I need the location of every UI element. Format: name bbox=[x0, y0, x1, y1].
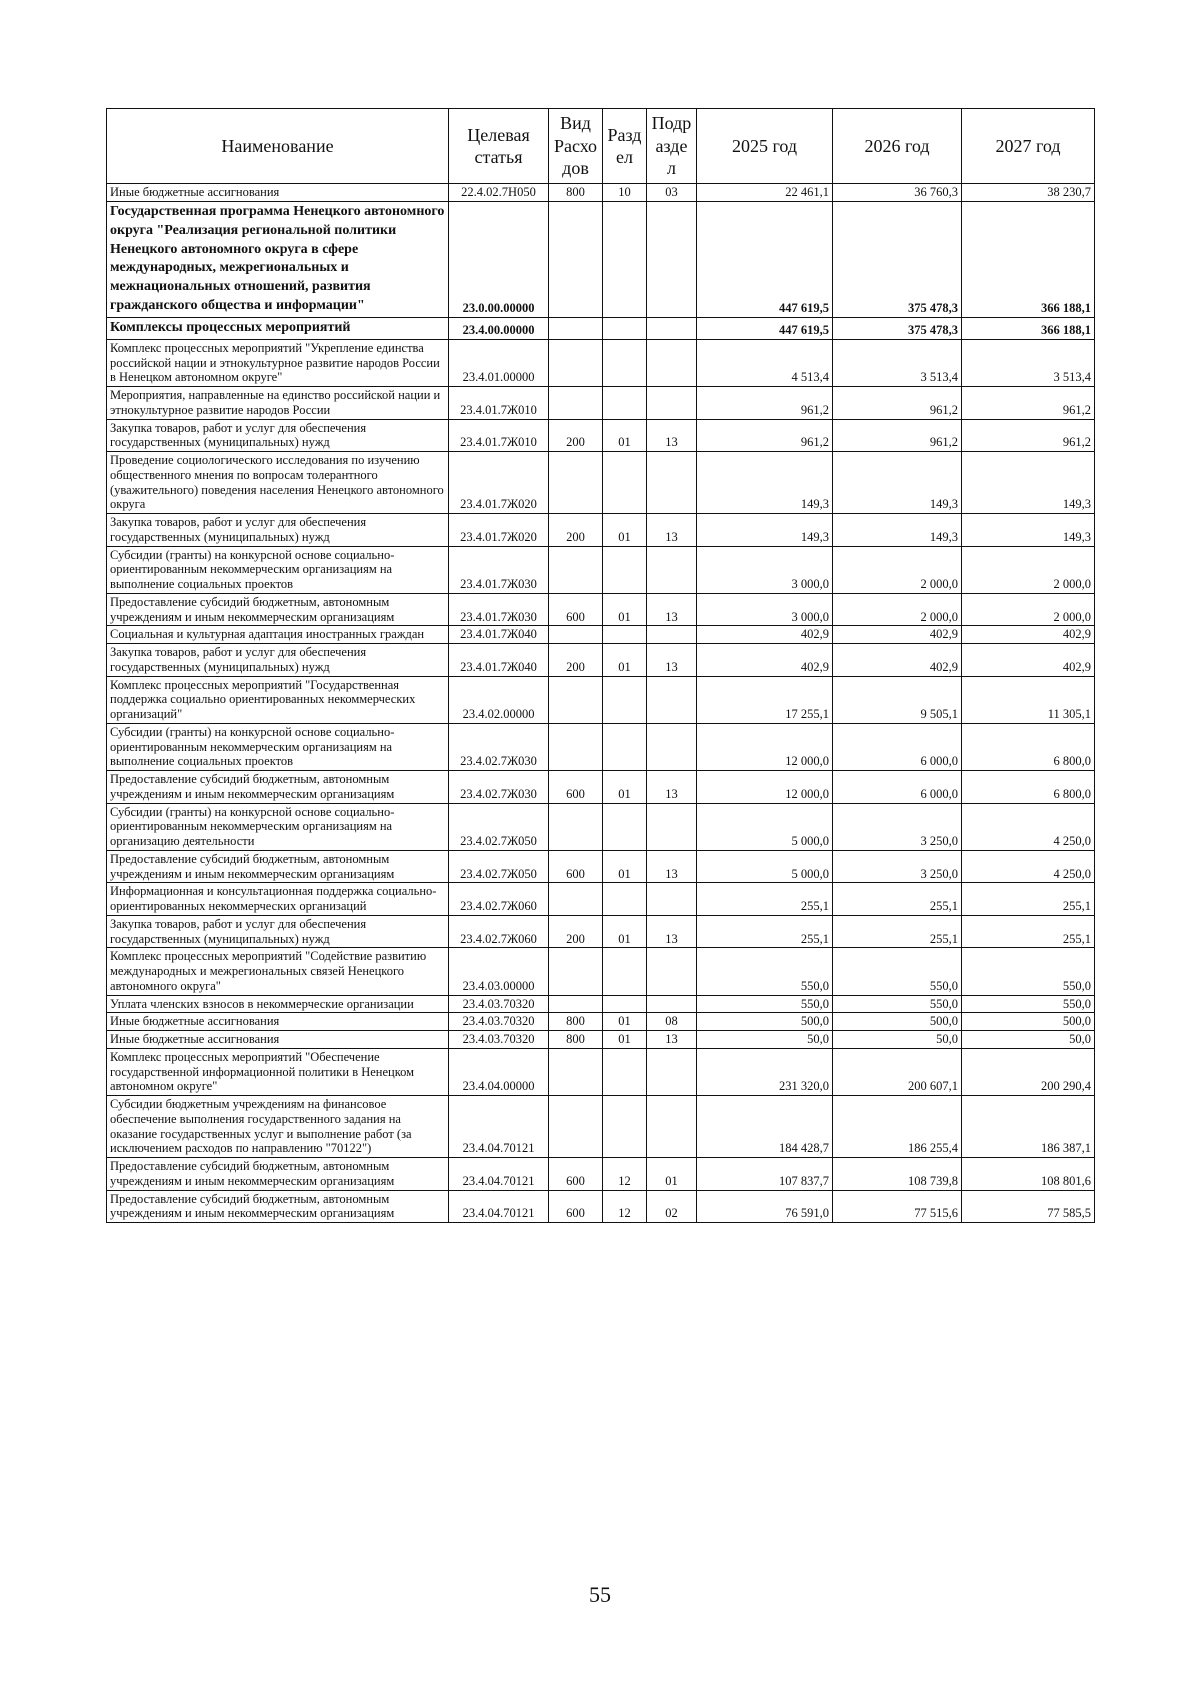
row-amount-2027-cell: 11 305,1 bbox=[962, 676, 1095, 723]
row-target-article-cell: 23.4.02.7Ж050 bbox=[449, 803, 549, 850]
row-subsection-cell bbox=[647, 676, 697, 723]
row-amount-2027-cell: 366 188,1 bbox=[962, 201, 1095, 317]
row-expense-type-cell: 800 bbox=[549, 184, 603, 202]
row-subsection-cell bbox=[647, 1096, 697, 1158]
row-subsection-cell: 13 bbox=[647, 419, 697, 452]
row-name-cell: Закупка товаров, работ и услуг для обеспечения государственных (муниципальных) нужд bbox=[107, 514, 449, 547]
row-amount-2027-cell: 3 513,4 bbox=[962, 339, 1095, 386]
row-subsection-cell: 13 bbox=[647, 850, 697, 883]
table-row bbox=[107, 626, 1095, 644]
row-amount-2026-cell: 9 505,1 bbox=[833, 676, 962, 723]
row-amount-2026-cell: 6 000,0 bbox=[833, 771, 962, 804]
row-amount-2027-cell: 366 188,1 bbox=[962, 318, 1095, 340]
row-target-article-cell: 23.4.03.70320 bbox=[449, 1031, 549, 1049]
row-target-article-cell: 23.4.01.7Ж020 bbox=[449, 514, 549, 547]
row-section-cell bbox=[603, 339, 647, 386]
row-target-article-cell: 22.4.02.7Н050 bbox=[449, 184, 549, 202]
row-subsection-cell: 13 bbox=[647, 514, 697, 547]
row-amount-2027-cell: 200 290,4 bbox=[962, 1048, 1095, 1095]
row-amount-2025-cell: 961,2 bbox=[697, 419, 833, 452]
row-section-cell: 12 bbox=[603, 1190, 647, 1223]
row-name-cell: Субсидии (гранты) на конкурсной основе социально-ориентированным некоммерческим организациям на выполнение социальных проектов bbox=[107, 546, 449, 593]
row-amount-2025-cell: 402,9 bbox=[697, 644, 833, 677]
row-name-cell: Предоставление субсидий бюджетным, автономным учреждениям и иным некоммерческим организациям bbox=[107, 771, 449, 804]
row-name-cell: Комплекс процессных мероприятий "Содействие развитию международных и межрегиональных связей Ненецкого автономного округа" bbox=[107, 948, 449, 995]
row-amount-2025-cell: 22 461,1 bbox=[697, 184, 833, 202]
row-section-cell: 01 bbox=[603, 419, 647, 452]
row-name-cell: Государственная программа Ненецкого автономного округа "Реализация региональной политики Ненецкого автономного округа в сфере международных, межрегиональных и межнациональных отношений, развития гражданского общества и информации" bbox=[107, 201, 449, 317]
table-row bbox=[107, 593, 1095, 626]
row-amount-2027-cell: 6 800,0 bbox=[962, 771, 1095, 804]
row-name-cell: Субсидии (гранты) на конкурсной основе социально-ориентированным некоммерческим организациям на организацию деятельности bbox=[107, 803, 449, 850]
row-target-article-cell: 23.4.03.00000 bbox=[449, 948, 549, 995]
header-name: Наименование bbox=[107, 109, 449, 184]
row-name-cell: Предоставление субсидий бюджетным, автономным учреждениям и иным некоммерческим организациям bbox=[107, 593, 449, 626]
table-row bbox=[107, 1013, 1095, 1031]
row-section-cell bbox=[603, 452, 647, 514]
row-amount-2025-cell: 961,2 bbox=[697, 387, 833, 420]
row-section-cell: 01 bbox=[603, 644, 647, 677]
header-year-2026: 2026 год bbox=[833, 109, 962, 184]
row-section-cell: 01 bbox=[603, 1031, 647, 1049]
row-target-article-cell: 23.4.02.7Ж030 bbox=[449, 723, 549, 770]
row-subsection-cell: 13 bbox=[647, 771, 697, 804]
row-name-cell: Субсидии (гранты) на конкурсной основе социально-ориентированным некоммерческим организациям на выполнение социальных проектов bbox=[107, 723, 449, 770]
row-section-cell: 01 bbox=[603, 915, 647, 948]
row-section-cell: 10 bbox=[603, 184, 647, 202]
table-row bbox=[107, 948, 1095, 995]
header-year-2025: 2025 год bbox=[697, 109, 833, 184]
row-name-cell: Предоставление субсидий бюджетным, автономным учреждениям и иным некоммерческим организациям bbox=[107, 1158, 449, 1191]
row-amount-2025-cell: 5 000,0 bbox=[697, 803, 833, 850]
table-row bbox=[107, 915, 1095, 948]
row-amount-2026-cell: 402,9 bbox=[833, 626, 962, 644]
row-section-cell bbox=[603, 995, 647, 1013]
row-amount-2025-cell: 550,0 bbox=[697, 948, 833, 995]
row-section-cell bbox=[603, 723, 647, 770]
row-subsection-cell: 13 bbox=[647, 593, 697, 626]
row-name-cell: Закупка товаров, работ и услуг для обеспечения государственных (муниципальных) нужд bbox=[107, 644, 449, 677]
row-section-cell bbox=[603, 948, 647, 995]
row-amount-2026-cell: 961,2 bbox=[833, 387, 962, 420]
row-subsection-cell bbox=[647, 387, 697, 420]
row-subsection-cell: 13 bbox=[647, 915, 697, 948]
row-target-article-cell: 23.4.01.7Ж010 bbox=[449, 419, 549, 452]
table-body bbox=[107, 184, 1095, 1223]
row-amount-2025-cell: 255,1 bbox=[697, 883, 833, 916]
row-name-cell: Иные бюджетные ассигнования bbox=[107, 1031, 449, 1049]
row-target-article-cell: 23.4.02.00000 bbox=[449, 676, 549, 723]
row-amount-2025-cell: 550,0 bbox=[697, 995, 833, 1013]
row-amount-2027-cell: 77 585,5 bbox=[962, 1190, 1095, 1223]
row-amount-2026-cell: 375 478,3 bbox=[833, 318, 962, 340]
row-expense-type-cell bbox=[549, 803, 603, 850]
row-expense-type-cell bbox=[549, 387, 603, 420]
row-amount-2026-cell: 961,2 bbox=[833, 419, 962, 452]
row-expense-type-cell: 600 bbox=[549, 771, 603, 804]
row-name-cell: Предоставление субсидий бюджетным, автономным учреждениям и иным некоммерческим организациям bbox=[107, 1190, 449, 1223]
header-year-2027: 2027 год bbox=[962, 109, 1095, 184]
row-amount-2027-cell: 255,1 bbox=[962, 915, 1095, 948]
row-target-article-cell: 23.4.04.70121 bbox=[449, 1096, 549, 1158]
row-section-cell: 01 bbox=[603, 1013, 647, 1031]
table-row bbox=[107, 452, 1095, 514]
table-row bbox=[107, 676, 1095, 723]
row-target-article-cell: 23.4.01.7Ж010 bbox=[449, 387, 549, 420]
row-amount-2026-cell: 375 478,3 bbox=[833, 201, 962, 317]
row-target-article-cell: 23.4.02.7Ж050 bbox=[449, 850, 549, 883]
row-expense-type-cell: 200 bbox=[549, 644, 603, 677]
row-amount-2025-cell: 447 619,5 bbox=[697, 318, 833, 340]
table-row bbox=[107, 546, 1095, 593]
row-target-article-cell: 23.4.03.70320 bbox=[449, 1013, 549, 1031]
row-amount-2025-cell: 4 513,4 bbox=[697, 339, 833, 386]
row-target-article-cell: 23.4.02.7Ж060 bbox=[449, 915, 549, 948]
row-expense-type-cell bbox=[549, 201, 603, 317]
row-subsection-cell bbox=[647, 948, 697, 995]
table-row bbox=[107, 201, 1095, 317]
table-row bbox=[107, 318, 1095, 340]
row-section-cell: 01 bbox=[603, 771, 647, 804]
row-amount-2026-cell: 402,9 bbox=[833, 644, 962, 677]
row-subsection-cell bbox=[647, 339, 697, 386]
table-row bbox=[107, 1031, 1095, 1049]
row-expense-type-cell bbox=[549, 1048, 603, 1095]
row-amount-2026-cell: 3 513,4 bbox=[833, 339, 962, 386]
row-amount-2025-cell: 184 428,7 bbox=[697, 1096, 833, 1158]
row-expense-type-cell: 200 bbox=[549, 915, 603, 948]
row-amount-2025-cell: 149,3 bbox=[697, 452, 833, 514]
row-name-cell: Комплекс процессных мероприятий "Обеспечение государственной информационной политики в Ненецком автономном округе" bbox=[107, 1048, 449, 1095]
table-header-row bbox=[107, 109, 1095, 184]
row-amount-2027-cell: 961,2 bbox=[962, 419, 1095, 452]
row-name-cell: Информационная и консультационная поддержка социально-ориентированных некоммерческих организаций bbox=[107, 883, 449, 916]
row-amount-2026-cell: 200 607,1 bbox=[833, 1048, 962, 1095]
table-row bbox=[107, 387, 1095, 420]
row-amount-2025-cell: 3 000,0 bbox=[697, 593, 833, 626]
row-subsection-cell bbox=[647, 546, 697, 593]
row-section-cell bbox=[603, 318, 647, 340]
row-expense-type-cell bbox=[549, 318, 603, 340]
row-subsection-cell bbox=[647, 201, 697, 317]
row-amount-2025-cell: 76 591,0 bbox=[697, 1190, 833, 1223]
row-amount-2026-cell: 550,0 bbox=[833, 995, 962, 1013]
row-expense-type-cell bbox=[549, 626, 603, 644]
row-section-cell: 01 bbox=[603, 850, 647, 883]
budget-table-container bbox=[106, 108, 1094, 1223]
row-name-cell: Комплекс процессных мероприятий "Государственная поддержка социально ориентированных некоммерческих организаций" bbox=[107, 676, 449, 723]
row-amount-2025-cell: 5 000,0 bbox=[697, 850, 833, 883]
row-expense-type-cell bbox=[549, 1096, 603, 1158]
row-target-article-cell: 23.4.01.7Ж020 bbox=[449, 452, 549, 514]
row-name-cell: Комплексы процессных мероприятий bbox=[107, 318, 449, 340]
table-row bbox=[107, 995, 1095, 1013]
row-amount-2027-cell: 550,0 bbox=[962, 995, 1095, 1013]
row-amount-2026-cell: 108 739,8 bbox=[833, 1158, 962, 1191]
row-section-cell bbox=[603, 676, 647, 723]
row-amount-2026-cell: 186 255,4 bbox=[833, 1096, 962, 1158]
row-amount-2025-cell: 50,0 bbox=[697, 1031, 833, 1049]
row-section-cell bbox=[603, 626, 647, 644]
row-amount-2027-cell: 50,0 bbox=[962, 1031, 1095, 1049]
row-amount-2025-cell: 107 837,7 bbox=[697, 1158, 833, 1191]
row-amount-2027-cell: 550,0 bbox=[962, 948, 1095, 995]
table-row bbox=[107, 1158, 1095, 1191]
row-name-cell: Иные бюджетные ассигнования bbox=[107, 184, 449, 202]
row-amount-2025-cell: 231 320,0 bbox=[697, 1048, 833, 1095]
table-row bbox=[107, 339, 1095, 386]
row-subsection-cell bbox=[647, 318, 697, 340]
table-row bbox=[107, 803, 1095, 850]
row-target-article-cell: 23.4.03.70320 bbox=[449, 995, 549, 1013]
header-subsection: Подр азде л bbox=[647, 109, 697, 184]
row-name-cell: Закупка товаров, работ и услуг для обеспечения государственных (муниципальных) нужд bbox=[107, 419, 449, 452]
row-name-cell: Социальная и культурная адаптация иностранных граждан bbox=[107, 626, 449, 644]
row-section-cell bbox=[603, 201, 647, 317]
row-subsection-cell bbox=[647, 883, 697, 916]
row-amount-2026-cell: 255,1 bbox=[833, 883, 962, 916]
row-amount-2027-cell: 961,2 bbox=[962, 387, 1095, 420]
row-amount-2027-cell: 255,1 bbox=[962, 883, 1095, 916]
row-amount-2025-cell: 12 000,0 bbox=[697, 771, 833, 804]
row-name-cell: Закупка товаров, работ и услуг для обеспечения государственных (муниципальных) нужд bbox=[107, 915, 449, 948]
row-subsection-cell: 03 bbox=[647, 184, 697, 202]
row-amount-2026-cell: 77 515,6 bbox=[833, 1190, 962, 1223]
row-amount-2026-cell: 2 000,0 bbox=[833, 546, 962, 593]
row-section-cell bbox=[603, 546, 647, 593]
table-row bbox=[107, 419, 1095, 452]
row-amount-2026-cell: 6 000,0 bbox=[833, 723, 962, 770]
row-expense-type-cell: 600 bbox=[549, 1158, 603, 1191]
header-expense-type: Вид Расхо дов bbox=[549, 109, 603, 184]
row-section-cell bbox=[603, 803, 647, 850]
row-expense-type-cell: 800 bbox=[549, 1013, 603, 1031]
row-target-article-cell: 23.4.01.7Ж040 bbox=[449, 644, 549, 677]
row-amount-2025-cell: 402,9 bbox=[697, 626, 833, 644]
row-name-cell: Мероприятия, направленные на единство российской нации и этнокультурное развитие народов России bbox=[107, 387, 449, 420]
row-target-article-cell: 23.4.00.00000 bbox=[449, 318, 549, 340]
row-target-article-cell: 23.4.04.70121 bbox=[449, 1158, 549, 1191]
row-amount-2025-cell: 3 000,0 bbox=[697, 546, 833, 593]
row-amount-2027-cell: 4 250,0 bbox=[962, 803, 1095, 850]
row-amount-2026-cell: 3 250,0 bbox=[833, 803, 962, 850]
row-amount-2027-cell: 149,3 bbox=[962, 452, 1095, 514]
row-target-article-cell: 23.4.02.7Ж060 bbox=[449, 883, 549, 916]
row-section-cell: 01 bbox=[603, 593, 647, 626]
row-subsection-cell: 01 bbox=[647, 1158, 697, 1191]
row-expense-type-cell bbox=[549, 995, 603, 1013]
table-row bbox=[107, 850, 1095, 883]
row-target-article-cell: 23.4.01.00000 bbox=[449, 339, 549, 386]
row-expense-type-cell bbox=[549, 452, 603, 514]
row-expense-type-cell bbox=[549, 883, 603, 916]
row-subsection-cell: 13 bbox=[647, 1031, 697, 1049]
row-amount-2027-cell: 6 800,0 bbox=[962, 723, 1095, 770]
row-target-article-cell: 23.4.04.70121 bbox=[449, 1190, 549, 1223]
row-amount-2026-cell: 149,3 bbox=[833, 514, 962, 547]
row-section-cell bbox=[603, 1048, 647, 1095]
row-amount-2027-cell: 2 000,0 bbox=[962, 546, 1095, 593]
table-row bbox=[107, 184, 1095, 202]
row-amount-2026-cell: 255,1 bbox=[833, 915, 962, 948]
row-section-cell: 12 bbox=[603, 1158, 647, 1191]
table-row bbox=[107, 1048, 1095, 1095]
row-section-cell bbox=[603, 883, 647, 916]
row-amount-2026-cell: 50,0 bbox=[833, 1031, 962, 1049]
row-name-cell: Предоставление субсидий бюджетным, автономным учреждениям и иным некоммерческим организациям bbox=[107, 850, 449, 883]
row-amount-2027-cell: 500,0 bbox=[962, 1013, 1095, 1031]
row-amount-2027-cell: 402,9 bbox=[962, 626, 1095, 644]
row-subsection-cell bbox=[647, 995, 697, 1013]
row-subsection-cell bbox=[647, 723, 697, 770]
row-section-cell bbox=[603, 1096, 647, 1158]
row-amount-2026-cell: 500,0 bbox=[833, 1013, 962, 1031]
row-amount-2027-cell: 402,9 bbox=[962, 644, 1095, 677]
row-expense-type-cell: 600 bbox=[549, 850, 603, 883]
row-amount-2026-cell: 36 760,3 bbox=[833, 184, 962, 202]
row-expense-type-cell: 200 bbox=[549, 419, 603, 452]
row-amount-2026-cell: 2 000,0 bbox=[833, 593, 962, 626]
table-row bbox=[107, 1096, 1095, 1158]
row-subsection-cell: 13 bbox=[647, 644, 697, 677]
row-expense-type-cell: 600 bbox=[549, 593, 603, 626]
row-amount-2027-cell: 4 250,0 bbox=[962, 850, 1095, 883]
row-section-cell bbox=[603, 387, 647, 420]
row-name-cell: Комплекс процессных мероприятий "Укрепление единства российской нации и этнокультурное развитие народов России в Ненецком автономном округе" bbox=[107, 339, 449, 386]
row-amount-2027-cell: 149,3 bbox=[962, 514, 1095, 547]
table-row bbox=[107, 1190, 1095, 1223]
row-amount-2027-cell: 2 000,0 bbox=[962, 593, 1095, 626]
row-expense-type-cell: 200 bbox=[549, 514, 603, 547]
row-target-article-cell: 23.4.02.7Ж030 bbox=[449, 771, 549, 804]
table-row bbox=[107, 514, 1095, 547]
row-target-article-cell: 23.4.01.7Ж030 bbox=[449, 593, 549, 626]
row-amount-2026-cell: 149,3 bbox=[833, 452, 962, 514]
row-name-cell: Уплата членских взносов в некоммерческие организации bbox=[107, 995, 449, 1013]
row-amount-2027-cell: 108 801,6 bbox=[962, 1158, 1095, 1191]
row-expense-type-cell bbox=[549, 339, 603, 386]
budget-table bbox=[106, 108, 1095, 1223]
row-subsection-cell bbox=[647, 452, 697, 514]
row-subsection-cell bbox=[647, 1048, 697, 1095]
row-expense-type-cell: 600 bbox=[549, 1190, 603, 1223]
header-section: Разд ел bbox=[603, 109, 647, 184]
row-subsection-cell: 02 bbox=[647, 1190, 697, 1223]
row-amount-2025-cell: 255,1 bbox=[697, 915, 833, 948]
row-amount-2027-cell: 186 387,1 bbox=[962, 1096, 1095, 1158]
row-expense-type-cell bbox=[549, 723, 603, 770]
row-amount-2026-cell: 3 250,0 bbox=[833, 850, 962, 883]
row-amount-2027-cell: 38 230,7 bbox=[962, 184, 1095, 202]
row-amount-2025-cell: 12 000,0 bbox=[697, 723, 833, 770]
row-amount-2025-cell: 17 255,1 bbox=[697, 676, 833, 723]
row-amount-2025-cell: 500,0 bbox=[697, 1013, 833, 1031]
table-row bbox=[107, 644, 1095, 677]
row-amount-2025-cell: 149,3 bbox=[697, 514, 833, 547]
table-row bbox=[107, 723, 1095, 770]
row-expense-type-cell bbox=[549, 676, 603, 723]
row-subsection-cell bbox=[647, 626, 697, 644]
header-target-article: Целевая статья bbox=[449, 109, 549, 184]
table-row bbox=[107, 771, 1095, 804]
row-subsection-cell: 08 bbox=[647, 1013, 697, 1031]
row-name-cell: Субсидии бюджетным учреждениям на финансовое обеспечение выполнения государственного задания на оказание государственных услуг и выполнение работ (за исключением расходов по направлению "70122") bbox=[107, 1096, 449, 1158]
row-subsection-cell bbox=[647, 803, 697, 850]
row-target-article-cell: 23.0.00.00000 bbox=[449, 201, 549, 317]
row-expense-type-cell: 800 bbox=[549, 1031, 603, 1049]
row-target-article-cell: 23.4.04.00000 bbox=[449, 1048, 549, 1095]
row-amount-2025-cell: 447 619,5 bbox=[697, 201, 833, 317]
row-name-cell: Иные бюджетные ассигнования bbox=[107, 1013, 449, 1031]
row-amount-2026-cell: 550,0 bbox=[833, 948, 962, 995]
row-target-article-cell: 23.4.01.7Ж030 bbox=[449, 546, 549, 593]
table-row bbox=[107, 883, 1095, 916]
page-number: 55 bbox=[589, 1582, 611, 1607]
row-target-article-cell: 23.4.01.7Ж040 bbox=[449, 626, 549, 644]
row-expense-type-cell bbox=[549, 546, 603, 593]
row-name-cell: Проведение социологического исследования по изучению общественного мнения по вопросам толерантного (уважительного) поведения населения Ненецкого автономного округа bbox=[107, 452, 449, 514]
row-expense-type-cell bbox=[549, 948, 603, 995]
row-section-cell: 01 bbox=[603, 514, 647, 547]
